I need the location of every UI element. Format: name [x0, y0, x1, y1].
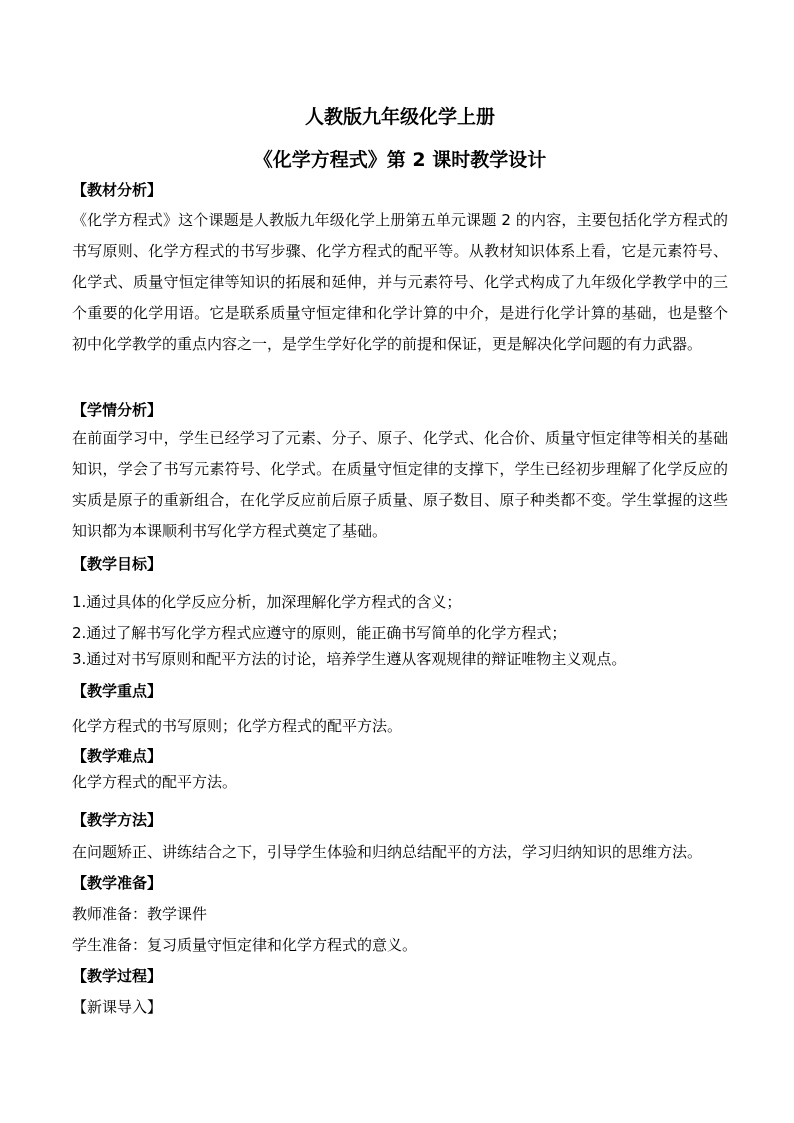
teacher-preparation-text: 教师准备：教学课件 — [72, 905, 208, 923]
heading-teaching-method: 【教学方法】 — [72, 811, 163, 829]
document-subtitle: 《化学方程式》第 2 课时教学设计 — [253, 149, 547, 171]
paragraph-material-analysis: 《化学方程式》这个课题是人教版九年级化学上册第五单元课题 2 的内容，主要包括化学方程式的书写原则、化学方程式的书写步骤、化学方程式的配平等。从教材知识体系上看，它是元素符号、化学式、质量守恒定律等知识的拓展和延伸，并与元素符号、化学式构成了九年级化学教学中的三个重要的化学用语。它是联系质量守恒定律和化学计算的中介，是进行化学计算的基础，也是整个初中化学教学的重点内容之一，是学生学好化学的前提和保证，更是解决化学问题的有力武器。 — [72, 211, 728, 353]
heading-material-analysis: 【教材分析】 — [72, 181, 163, 199]
heading-key-points: 【教学重点】 — [72, 682, 163, 700]
difficult-points-text: 化学方程式的配平方法。 — [72, 773, 238, 791]
goal-item-2: 2.通过了解书写化学方程式应遵守的原则，能正确书写简单的化学方程式； — [72, 624, 567, 642]
key-points-text: 化学方程式的书写原则；化学方程式的配平方法。 — [72, 717, 403, 735]
paragraph-student-analysis: 在前面学习中，学生已经学习了元素、分子、原子、化学式、化合价、质量守恒定律等相关的基础知识，学会了书写元素符号、化学式。在质量守恒定律的支撑下，学生已经初步理解了化学反应的实质是原子的重新组合，在化学反应前后原子质量、原子数目、原子种类都不变。学生掌握的这些知识都为本课顺利书写化学方程式奠定了基础。 — [72, 429, 728, 540]
document-title: 人教版九年级化学上册 — [304, 106, 495, 128]
teaching-method-text: 在问题矫正、讲练结合之下，引导学生体验和归纳总结配平的方法，学习归纳知识的思维方法。 — [72, 843, 703, 861]
heading-teaching-preparation: 【教学准备】 — [72, 874, 163, 892]
goal-item-1: 1.通过具体的化学反应分析，加深理解化学方程式的含义； — [72, 593, 462, 611]
heading-student-analysis: 【学情分析】 — [72, 401, 163, 419]
student-preparation-text: 学生准备：复习质量守恒定律和化学方程式的意义。 — [72, 936, 418, 954]
heading-difficult-points: 【教学难点】 — [72, 747, 163, 765]
heading-teaching-goals: 【教学目标】 — [72, 555, 163, 573]
goal-item-3: 3.通过对书写原则和配平方法的讨论，培养学生遵从客观规律的辩证唯物主义观点。 — [72, 650, 627, 668]
new-lesson-intro-label: 【新课导入】 — [72, 998, 163, 1016]
heading-teaching-process: 【教学过程】 — [72, 967, 163, 985]
